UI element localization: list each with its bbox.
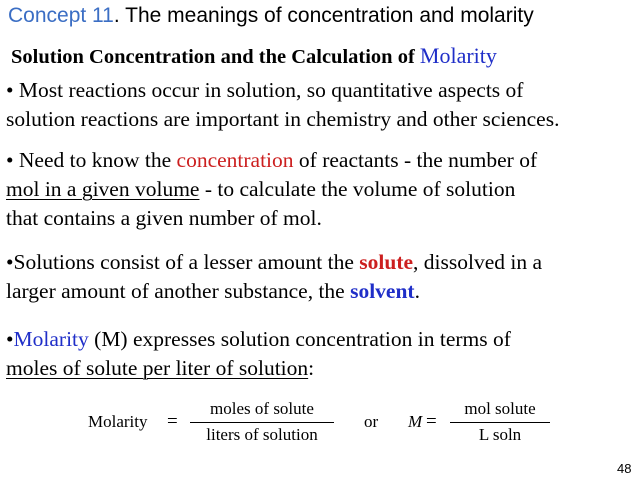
- concentration-term: concentration: [176, 148, 294, 172]
- bullet-2-line-3: that contains a given number of mol.: [6, 206, 322, 230]
- mol-in-volume-underlined: mol in a given volume: [6, 177, 200, 201]
- subtitle-text: Solution Concentration and the Calculation of: [11, 46, 420, 68]
- page-number: 48: [617, 461, 632, 476]
- bullet-4-line-2: [6, 354, 511, 383]
- molarity-term: Molarity: [13, 327, 89, 351]
- solute-term: solute: [359, 250, 414, 274]
- bullet-2-pre: • Need to know the: [6, 148, 177, 172]
- bullet-3-pre: •Solutions consist of a lesser amount the: [6, 250, 360, 274]
- bullet-2-line-2-post: - to calculate the volume of solution: [199, 177, 516, 201]
- bullet-3-line-2: [6, 277, 542, 306]
- equation-lhs-molarity: Molarity: [88, 412, 148, 431]
- bullet-1-line-2: solution reactions are important in chemistry and other sciences.: [6, 107, 560, 131]
- equation-or: or: [364, 412, 379, 431]
- equals-sign-2: =: [426, 411, 437, 432]
- bullet-4-bullet: •: [6, 327, 14, 351]
- moles-per-liter-underlined: moles of solute per liter of solution: [6, 356, 309, 380]
- bullet-2-line-2: [6, 175, 537, 204]
- bullet-2: [6, 146, 537, 233]
- solvent-term: solvent: [350, 279, 415, 303]
- bullet-4: [6, 325, 511, 383]
- bullet-4-colon: :: [308, 356, 315, 380]
- subtitle-highlight: Molarity: [419, 43, 497, 68]
- equation-lhs-m: M: [408, 412, 423, 431]
- fraction-2-denominator: L soln: [478, 425, 522, 444]
- bullet-3-post: , dissolved in a: [413, 250, 543, 274]
- bullet-1: [6, 76, 559, 134]
- fraction-1-denominator: liters of solution: [206, 425, 318, 444]
- fraction-2-numerator: mol solute: [464, 399, 536, 418]
- bullet-2-line-1: [6, 146, 537, 175]
- bullet-2-post: of reactants - the number of: [293, 148, 538, 172]
- slide-title: [8, 4, 534, 28]
- bullet-3-line-1: [6, 248, 542, 277]
- bullet-3-line-2-pre: larger amount of another substance, the: [6, 279, 351, 303]
- bullet-3-line-2-post: .: [414, 279, 420, 303]
- bullet-3: [6, 248, 542, 306]
- slide-subtitle: [11, 43, 497, 69]
- molarity-equation: [88, 398, 568, 450]
- equals-sign-1: =: [167, 411, 178, 432]
- bullet-1-line-1: • Most reactions occur in solution, so quantitative aspects of: [6, 78, 524, 102]
- concept-label: Concept 11: [8, 4, 114, 27]
- fraction-1-numerator: moles of solute: [210, 399, 314, 418]
- fraction-1: [188, 398, 336, 447]
- bullet-4-post: (M) expresses solution concentration in terms of: [88, 327, 511, 351]
- bullet-4-line-1: [6, 325, 511, 354]
- fraction-2: [448, 398, 552, 447]
- title-text: . The meanings of concentration and molarity: [113, 4, 534, 27]
